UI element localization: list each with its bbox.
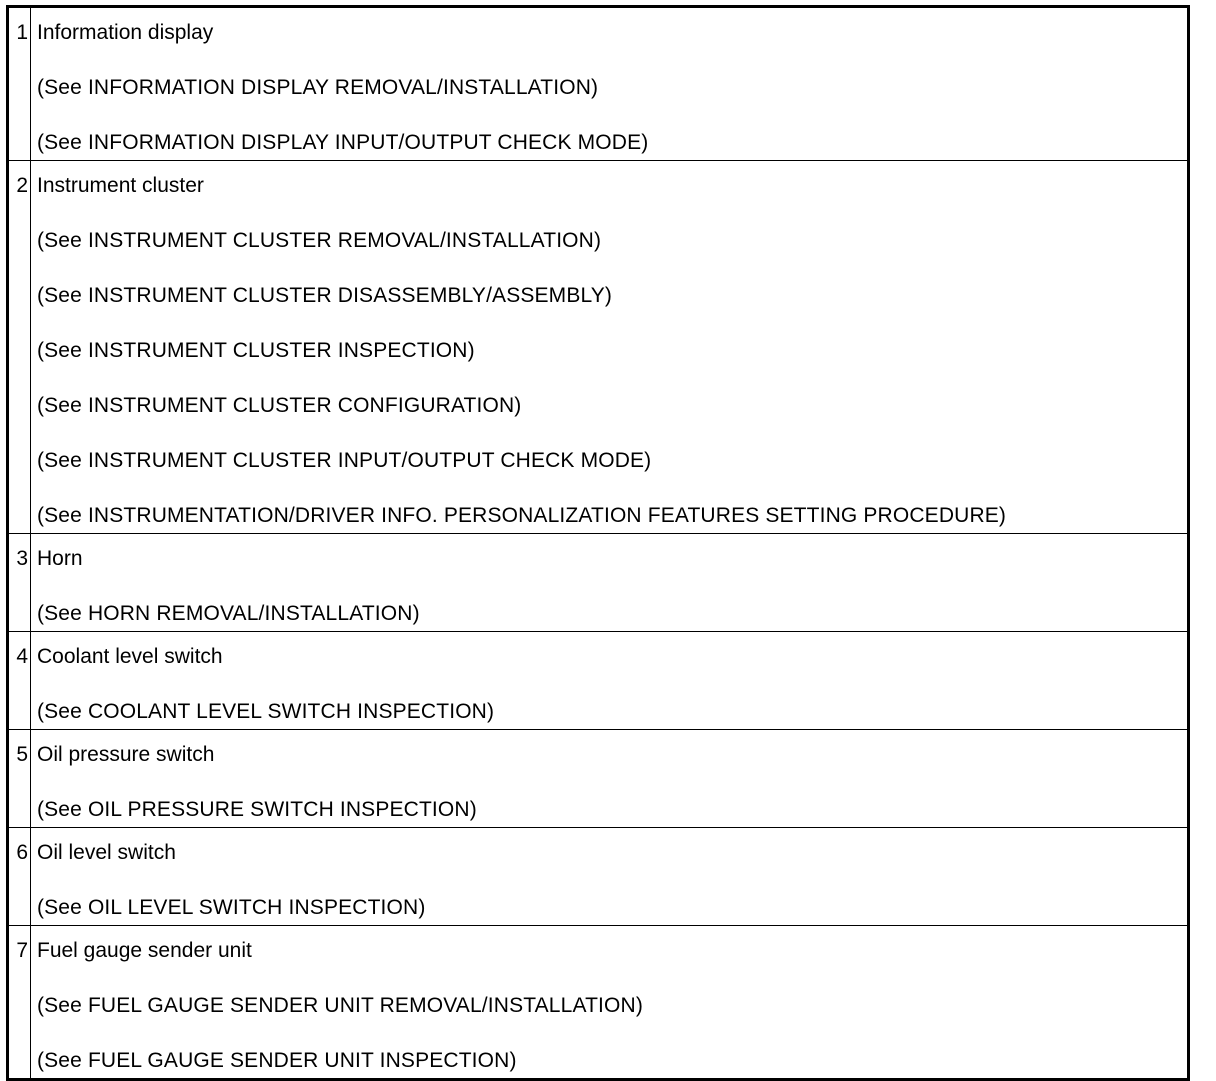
item-title: Coolant level switch xyxy=(37,645,223,668)
item-content xyxy=(31,632,1189,730)
procedure-reference: (See INFORMATION DISPLAY REMOVAL/INSTALLATION) xyxy=(37,76,599,99)
item-number: 6 xyxy=(8,828,31,926)
item-content xyxy=(31,534,1189,632)
table-row xyxy=(8,730,1189,828)
item-title: Horn xyxy=(37,547,83,570)
table-row xyxy=(8,7,1189,161)
procedure-reference: (See OIL PRESSURE SWITCH INSPECTION) xyxy=(37,798,477,821)
procedure-reference: (See FUEL GAUGE SENDER UNIT INSPECTION) xyxy=(37,1049,517,1072)
item-content xyxy=(31,828,1189,926)
procedure-reference: (See INSTRUMENT CLUSTER CONFIGURATION) xyxy=(37,394,522,417)
item-number: 5 xyxy=(8,730,31,828)
item-title: Information display xyxy=(37,21,214,44)
table-row xyxy=(8,926,1189,1080)
table-row xyxy=(8,161,1189,534)
item-number: 2 xyxy=(8,161,31,534)
procedure-reference: (See COOLANT LEVEL SWITCH INSPECTION) xyxy=(37,700,495,723)
procedure-reference: (See INSTRUMENT CLUSTER INPUT/OUTPUT CHECK MODE) xyxy=(37,449,652,472)
item-content xyxy=(31,161,1189,534)
procedure-reference: (See INFORMATION DISPLAY INPUT/OUTPUT CHECK MODE) xyxy=(37,131,649,154)
item-title: Fuel gauge sender unit xyxy=(37,939,252,962)
table-body xyxy=(8,7,1189,1080)
procedure-reference: (See OIL LEVEL SWITCH INSPECTION) xyxy=(37,896,426,919)
item-content xyxy=(31,730,1189,828)
item-title: Instrument cluster xyxy=(37,174,204,197)
procedure-reference: (See HORN REMOVAL/INSTALLATION) xyxy=(37,602,420,625)
parts-reference-table xyxy=(6,5,1190,1081)
procedure-reference: (See INSTRUMENTATION/DRIVER INFO. PERSONALIZATION FEATURES SETTING PROCEDURE) xyxy=(37,504,1007,527)
table-row xyxy=(8,632,1189,730)
item-number: 3 xyxy=(8,534,31,632)
procedure-reference: (See INSTRUMENT CLUSTER INSPECTION) xyxy=(37,339,475,362)
procedure-reference: (See FUEL GAUGE SENDER UNIT REMOVAL/INSTALLATION) xyxy=(37,994,643,1017)
item-title: Oil level switch xyxy=(37,841,176,864)
item-number: 7 xyxy=(8,926,31,1080)
item-title: Oil pressure switch xyxy=(37,743,215,766)
procedure-reference: (See INSTRUMENT CLUSTER DISASSEMBLY/ASSEMBLY) xyxy=(37,284,613,307)
item-content xyxy=(31,7,1189,161)
item-content xyxy=(31,926,1189,1080)
table-row xyxy=(8,828,1189,926)
item-number: 1 xyxy=(8,7,31,161)
item-number: 4 xyxy=(8,632,31,730)
table-row xyxy=(8,534,1189,632)
procedure-reference: (See INSTRUMENT CLUSTER REMOVAL/INSTALLATION) xyxy=(37,229,602,252)
